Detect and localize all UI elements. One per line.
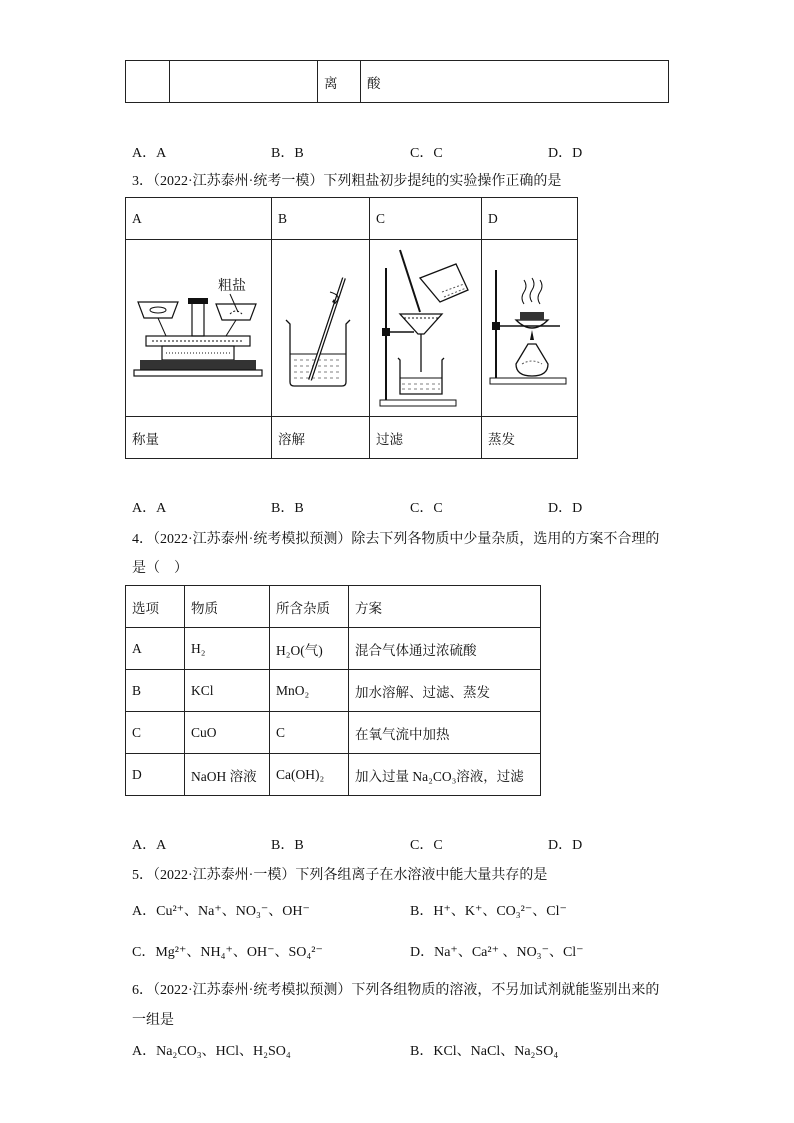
q4-header-plan: 方案 <box>349 586 541 628</box>
q4-header-substance: 物质 <box>185 586 270 628</box>
top-table-cell <box>126 61 170 103</box>
table-row <box>126 754 541 796</box>
balance-icon <box>126 240 271 416</box>
top-table <box>125 60 669 103</box>
q4-cell-option: D <box>126 754 185 796</box>
top-table-cell: 酸 <box>361 61 669 103</box>
q4-cell-option: A <box>126 628 185 670</box>
q4-cell-plan: 混合气体通过浓硫酸 <box>349 628 541 670</box>
q3-header-d: D <box>482 198 578 240</box>
option-d[interactable]: D．D <box>548 501 583 516</box>
top-table-cell: 离 <box>318 61 361 103</box>
top-table-cell <box>170 61 318 103</box>
option-c[interactable]: C．C <box>410 838 443 853</box>
q4-cell-plan: 加水溶解、过滤、蒸发 <box>349 670 541 712</box>
q6-option-b[interactable]: B．KCl、NaCl、Na₂SO₄ <box>410 1044 559 1059</box>
q3-caption-b: 溶解 <box>272 417 370 459</box>
q3-header-c: C <box>370 198 482 240</box>
option-a[interactable]: A．A <box>132 838 167 853</box>
filtration-icon <box>370 240 481 416</box>
q3-caption-a: 称量 <box>126 417 272 459</box>
q3-header-b: B <box>272 198 370 240</box>
q6-stem-line1: 6．（2022·江苏泰州·统考模拟预测）下列各组物质的溶液，不另加试剂就能鉴别出来的 <box>132 983 660 998</box>
q3-options <box>132 497 612 517</box>
q3-image-filter <box>370 240 482 417</box>
q4-options <box>132 834 612 854</box>
q2-options <box>132 142 612 162</box>
q5-option-a[interactable]: A．Cu²⁺、Na⁺、NO₃⁻、OH⁻ <box>132 904 310 919</box>
balance-label: 粗盐 <box>218 279 246 294</box>
q3-caption-d: 蒸发 <box>482 417 578 459</box>
q4-cell-substance: KCl <box>185 670 270 712</box>
table-row <box>126 712 541 754</box>
q4-cell-option: B <box>126 670 185 712</box>
q3-image-balance <box>126 240 272 417</box>
q6-stem-line2: 一组是 <box>132 1013 174 1028</box>
q4-cell-substance: H₂ <box>185 628 270 670</box>
q4-cell-plan: 在氧气流中加热 <box>349 712 541 754</box>
q4-table <box>125 585 541 796</box>
q4-cell-impurity: MnO₂ <box>270 670 349 712</box>
option-b[interactable]: B．B <box>271 146 304 161</box>
table-row <box>126 670 541 712</box>
q6-option-a[interactable]: A．Na₂CO₃、HCl、H₂SO₄ <box>132 1044 291 1059</box>
q4-header-option: 选项 <box>126 586 185 628</box>
q4-header-impurity: 所含杂质 <box>270 586 349 628</box>
q4-cell-option: C <box>126 712 185 754</box>
option-c[interactable]: C．C <box>410 501 443 516</box>
q3-image-evaporate <box>482 240 578 417</box>
q5-option-d[interactable]: D．Na⁺、Ca²⁺ 、NO₃⁻、Cl⁻ <box>410 945 584 960</box>
option-a[interactable]: A．A <box>132 501 167 516</box>
q4-cell-substance: NaOH 溶液 <box>185 754 270 796</box>
option-a[interactable]: A．A <box>132 146 167 161</box>
option-c[interactable]: C．C <box>410 146 443 161</box>
q3-stem: 3．（2022·江苏泰州·统考一模）下列粗盐初步提纯的实验操作正确的是 <box>132 174 562 189</box>
table-row <box>126 628 541 670</box>
q3-table <box>125 197 578 459</box>
option-b[interactable]: B．B <box>271 838 304 853</box>
q3-caption-c: 过滤 <box>370 417 482 459</box>
q4-stem-line2: 是（ ） <box>132 561 188 576</box>
option-b[interactable]: B．B <box>271 501 304 516</box>
option-d[interactable]: D．D <box>548 838 583 853</box>
q4-cell-plan: 加入过量 Na₂CO₃溶液，过滤 <box>349 754 541 796</box>
q3-image-dissolve <box>272 240 370 417</box>
evaporation-icon <box>482 240 577 416</box>
q5-stem: 5．（2022·江苏泰州·一模）下列各组离子在水溶液中能大量共存的是 <box>132 868 548 883</box>
q4-cell-impurity: H₂O(气) <box>270 628 349 670</box>
q4-cell-impurity: C <box>270 712 349 754</box>
q4-stem-line1: 4．（2022·江苏泰州·统考模拟预测）除去下列各物质中少量杂质，选用的方案不合理的 <box>132 532 660 547</box>
beaker-stirring-icon <box>272 240 369 416</box>
q5-option-b[interactable]: B．H⁺、K⁺、CO₃²⁻、Cl⁻ <box>410 904 567 919</box>
q4-cell-impurity: Ca(OH)₂ <box>270 754 349 796</box>
q5-option-c[interactable]: C．Mg²⁺、NH₄⁺、OH⁻、SO₄²⁻ <box>132 945 323 960</box>
option-d[interactable]: D．D <box>548 146 583 161</box>
q3-header-a: A <box>126 198 272 240</box>
q4-cell-substance: CuO <box>185 712 270 754</box>
